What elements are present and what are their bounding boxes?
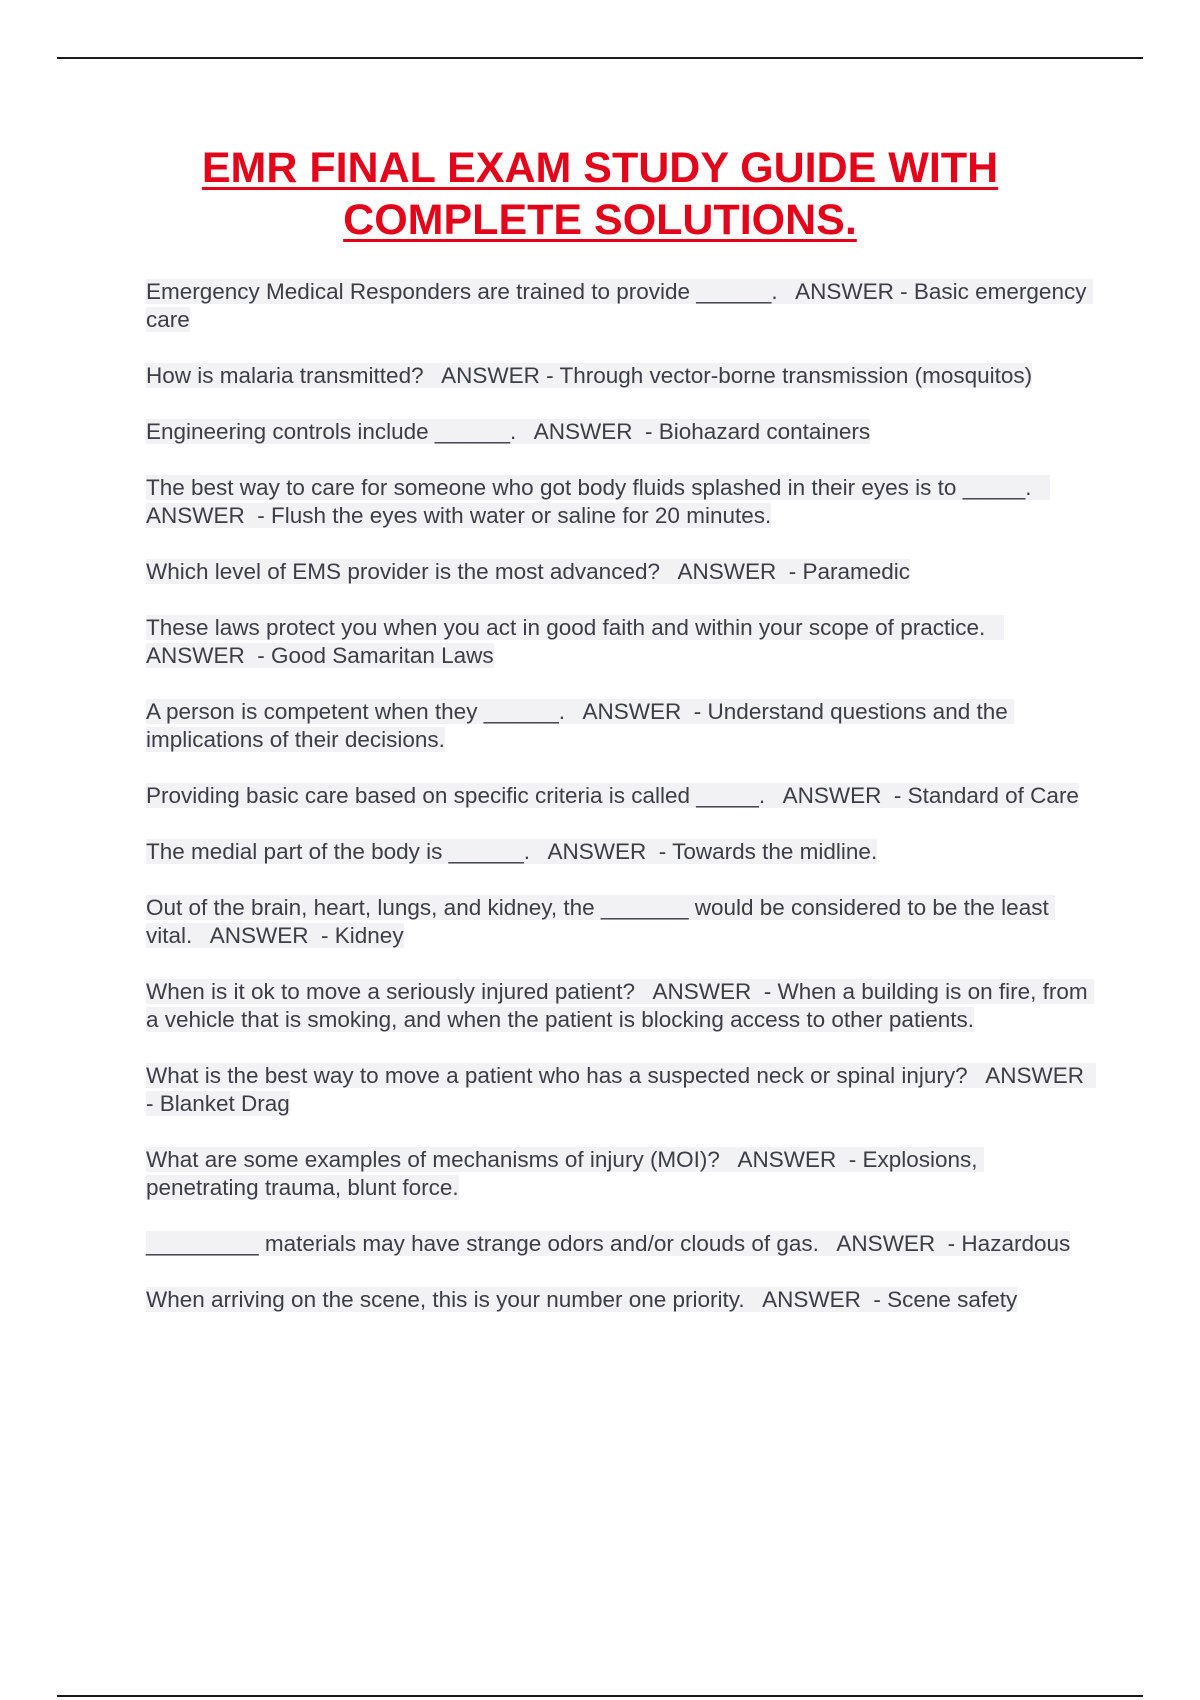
qa-text: When is it ok to move a seriously injured patient? ANSWER - When a building is on fire, from a vehicle that is smoking, and when the patient is blocking access to other patients. <box>146 979 1094 1032</box>
qa-text: Engineering controls include ______. ANSWER - Biohazard containers <box>146 419 871 444</box>
qa-text: The medial part of the body is ______. ANSWER - Towards the midline. <box>146 839 878 864</box>
qa-text: These laws protect you when you act in good faith and within your scope of practice. ANSWER - Good Samaritan Laws <box>146 615 1004 668</box>
qa-text: Emergency Medical Responders are trained to provide ______. ANSWER - Basic emergency care <box>146 279 1093 332</box>
qa-text: What are some examples of mechanisms of injury (MOI)? ANSWER - Explosions, penetrating trauma, blunt force. <box>146 1147 984 1200</box>
qa-item <box>146 838 1096 866</box>
qa-item <box>146 278 1096 334</box>
qa-item <box>146 362 1096 390</box>
qa-item <box>146 558 1096 586</box>
qa-item <box>146 1146 1096 1202</box>
qa-text: A person is competent when they ______. ANSWER - Understand questions and the implications of their decisions. <box>146 699 1015 752</box>
qa-item <box>146 1286 1096 1314</box>
qa-text: How is malaria transmitted? ANSWER - Through vector-borne transmission (mosquitos) <box>146 363 1033 388</box>
footer-rule <box>57 1695 1143 1697</box>
qa-item <box>146 698 1096 754</box>
qa-item <box>146 894 1096 950</box>
qa-item <box>146 1230 1096 1258</box>
qa-item <box>146 474 1096 530</box>
qa-item <box>146 1062 1096 1118</box>
qa-text: Which level of EMS provider is the most advanced? ANSWER - Paramedic <box>146 559 911 584</box>
qa-text: Providing basic care based on specific criteria is called _____. ANSWER - Standard of Care <box>146 783 1079 808</box>
qa-item <box>146 418 1096 446</box>
page-title-line-1: EMR FINAL EXAM STUDY GUIDE WITH <box>201 144 999 192</box>
qa-text: _________ materials may have strange odors and/or clouds of gas. ANSWER - Hazardous <box>146 1231 1071 1256</box>
qa-text: What is the best way to move a patient who has a suspected neck or spinal injury? ANSWER - Blanket Drag <box>146 1063 1097 1116</box>
qa-text: Out of the brain, heart, lungs, and kidney, the _______ would be considered to be the least vital. ANSWER - Kidney <box>146 895 1055 948</box>
qa-item <box>146 978 1096 1034</box>
qa-list <box>146 278 1096 1342</box>
page-title-line-2: COMPLETE SOLUTIONS. <box>343 196 857 244</box>
header-rule <box>57 57 1143 59</box>
qa-item <box>146 614 1096 670</box>
qa-item <box>146 782 1096 810</box>
qa-text: The best way to care for someone who got body fluids splashed in their eyes is to _____. ANSWER - Flush the eyes with water or saline for 20 minutes. <box>146 475 1051 528</box>
qa-text: When arriving on the scene, this is your number one priority. ANSWER - Scene safety <box>146 1287 1018 1312</box>
page-title <box>100 142 1100 246</box>
